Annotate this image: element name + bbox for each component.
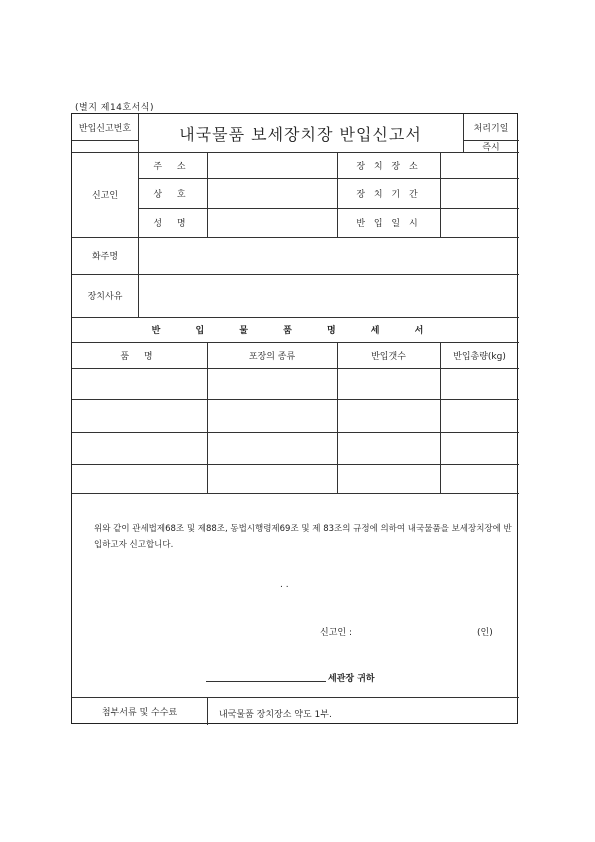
business-name-label: 상 호 <box>153 189 192 200</box>
attachment-value: 내국물품 장치장소 약도 1부. <box>219 710 332 720</box>
column-item-name: 품 명 <box>120 351 159 362</box>
table-row <box>72 432 519 464</box>
table-row <box>72 464 519 493</box>
declaration-statement: 위와 같이 관세법제68조 및 제88조, 동법시행령제69조 및 제 83조의 규정에 의하여 내국물품을 보세장치장에 반입하고자 신고합니다. <box>94 524 512 550</box>
goods-section-title: 반 입 물 품 명 세 서 <box>151 326 440 336</box>
date-marks: . . <box>280 580 289 590</box>
name-label: 성 명 <box>153 219 192 229</box>
processing-period-label: 처리기일 <box>473 123 509 134</box>
reporter-section-label: 신고인 <box>91 191 119 201</box>
column-quantity: 반입갯수 <box>371 351 406 362</box>
form-number-label: (별지 제14호서식) <box>75 103 154 113</box>
seal-mark: (인) <box>477 628 493 638</box>
storage-location-label: 장 치 장 소 <box>356 161 421 172</box>
table-row <box>72 368 519 399</box>
storage-reason-label: 장치사유 <box>87 292 123 302</box>
addressee: 세관장 귀하 <box>328 674 375 684</box>
customs-office-blank <box>206 681 326 682</box>
form-title: 내국물품 보세장치장 반입신고서 <box>179 124 422 144</box>
column-packaging-type: 포장의 종류 <box>248 351 296 362</box>
owner-label: 화주명 <box>91 252 119 262</box>
address-label: 주 소 <box>153 161 192 172</box>
processing-period-value: 즉시 <box>482 142 500 153</box>
signature-label: 신고인 : <box>320 628 352 638</box>
table-row <box>72 399 519 432</box>
storage-period-label: 장 치 기 간 <box>356 189 421 200</box>
column-total-weight: 반입총량(kg) <box>453 351 506 362</box>
entry-date-label: 반 입 일 시 <box>356 219 421 229</box>
attachment-label: 첨부서류 및 수수료 <box>101 707 178 718</box>
report-number-label: 반입신고번호 <box>78 123 132 134</box>
declaration-form <box>71 113 518 724</box>
